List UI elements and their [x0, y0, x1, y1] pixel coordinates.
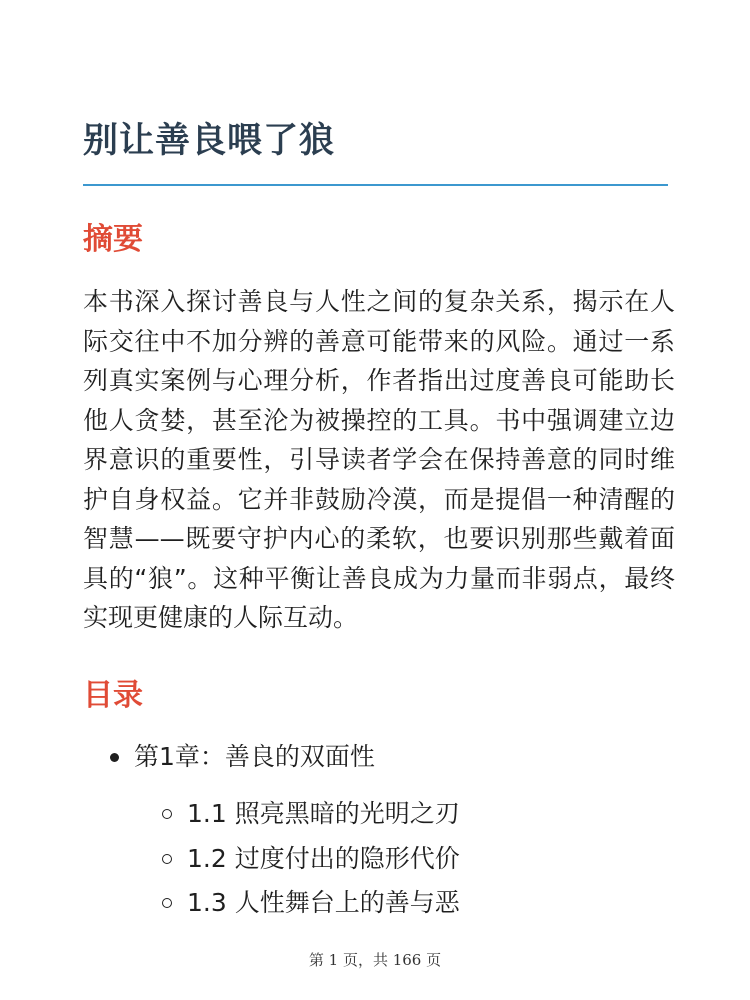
toc-chapter-label: 第1章：善良的双面性 [134, 742, 375, 771]
summary-heading: 摘要 [83, 222, 143, 257]
page-footer: 第 1 页，共 166 页 [308, 951, 442, 969]
title-divider [83, 184, 668, 186]
toc-section-item [162, 840, 460, 878]
toc-section-item [162, 884, 460, 922]
bullet-circle-icon [162, 898, 172, 908]
toc-section-label: 1.1 照亮黑暗的光明之刃 [187, 799, 460, 828]
toc-section-item [162, 795, 460, 833]
summary-paragraph: 本书深入探讨善良与人性之间的复杂关系，揭示在人际交往中不加分辨的善意可能带来的风险。通过一系列真实案例与心理分析，作者指出过度善良可能助长他人贪婪，甚至沦为被操控的工具。书中强调建立边界意识的重要性，引导读者学会在保持善意的同时维护自身权益。它并非鼓励冷漠，而是提倡一种清醒的智慧——既要守护内心的柔软，也要识别那些戴着面具的“狼”。这种平衡让善良成为力量而非弱点，最终实现更健康的人际互动。 [83, 287, 675, 632]
toc-heading: 目录 [83, 678, 143, 713]
bullet-circle-icon [162, 809, 172, 819]
toc-section-label: 1.3 人性舞台上的善与恶 [187, 888, 460, 917]
bullet-disc-icon [110, 753, 119, 762]
toc-chapter-item [110, 738, 375, 776]
toc-section-label: 1.2 过度付出的隐形代价 [187, 844, 460, 873]
bullet-circle-icon [162, 854, 172, 864]
book-title: 别让善良喂了狼 [83, 121, 336, 161]
